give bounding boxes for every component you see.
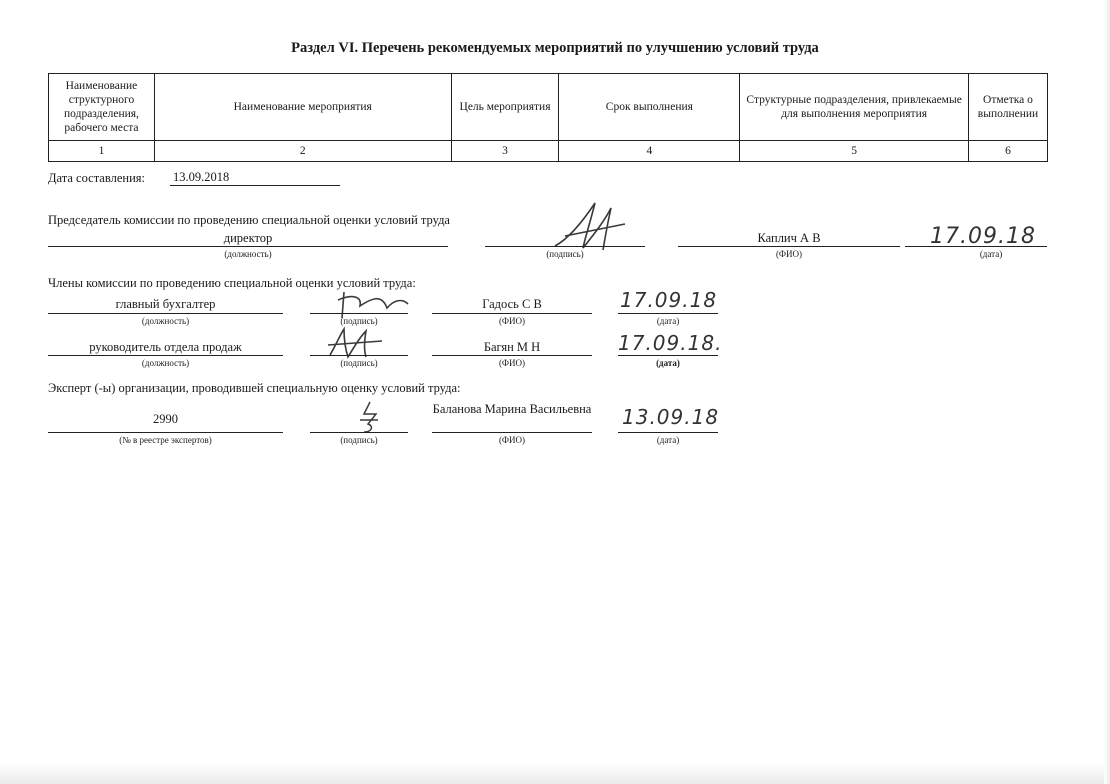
member-position-line bbox=[48, 355, 283, 356]
expert-date: 13.09.18 bbox=[622, 405, 720, 429]
expert-registry-caption: (№ в реестре экспертов) bbox=[119, 435, 212, 445]
header-cell: Отметка о выполнении bbox=[968, 74, 1047, 141]
member-date-line bbox=[618, 355, 718, 356]
member-name: Багян М Н bbox=[483, 340, 541, 354]
member-name: Гадось С В bbox=[482, 297, 542, 311]
number-cell: 3 bbox=[451, 141, 559, 162]
members-heading: Члены комиссии по проведению специальной оценки условий труда: bbox=[48, 276, 416, 290]
expert-registry-line bbox=[48, 432, 283, 433]
member-name-caption: (ФИО) bbox=[498, 358, 526, 368]
date-compiled-label: Дата составления: bbox=[48, 171, 145, 185]
chairman-signature-caption: (подпись) bbox=[546, 249, 584, 259]
member-date-line bbox=[618, 313, 718, 314]
expert-signature-caption: (подпись) bbox=[340, 435, 378, 445]
expert-signature-line bbox=[310, 432, 408, 433]
member-date: 17.09.18. bbox=[618, 331, 723, 355]
number-cell: 6 bbox=[968, 141, 1047, 162]
member-date: 17.09.18 bbox=[620, 288, 718, 312]
number-cell: 4 bbox=[559, 141, 740, 162]
date-compiled-value: 13.09.2018 bbox=[173, 170, 230, 184]
member-date-caption: (дата) bbox=[656, 358, 680, 368]
member-date-caption: (дата) bbox=[656, 316, 680, 326]
header-cell: Наименование мероприятия bbox=[154, 74, 451, 141]
header-cell: Наименование структурного подразделения, рабочего места bbox=[49, 74, 155, 141]
member-position-line bbox=[48, 313, 283, 314]
member-position: главный бухгалтер bbox=[115, 297, 216, 311]
chairman-name: Каплич А В bbox=[757, 231, 821, 245]
table-header-row bbox=[49, 74, 1048, 141]
number-cell: 1 bbox=[49, 141, 155, 162]
expert-name-line bbox=[432, 432, 592, 433]
member-name-line bbox=[432, 313, 592, 314]
header-cell: Структурные подразделения, привлекаемые для выполнения мероприятия bbox=[740, 74, 969, 141]
member-signature-line bbox=[310, 355, 408, 356]
header-cell: Срок выполнения bbox=[559, 74, 740, 141]
expert-signature bbox=[350, 400, 390, 436]
chairman-date-caption: (дата) bbox=[979, 249, 1003, 259]
measures-table bbox=[48, 73, 1048, 162]
member-name-line bbox=[432, 355, 592, 356]
chairman-position-line bbox=[48, 246, 448, 247]
expert-name: Баланова Марина Васильевна bbox=[432, 402, 592, 416]
chairman-date-line bbox=[905, 246, 1047, 247]
expert-date-line bbox=[618, 432, 718, 433]
expert-registry-number: 2990 bbox=[153, 412, 178, 426]
chairman-signature-line bbox=[485, 246, 645, 247]
scan-right-edge bbox=[1104, 0, 1110, 784]
chairman-heading: Председатель комиссии по проведению специальной оценки условий труда bbox=[48, 213, 450, 227]
expert-date-caption: (дата) bbox=[656, 435, 680, 445]
number-cell: 2 bbox=[154, 141, 451, 162]
member-position: руководитель отдела продаж bbox=[89, 340, 242, 354]
date-compiled-line bbox=[170, 185, 340, 186]
number-cell: 5 bbox=[740, 141, 969, 162]
member-signature-caption: (подпись) bbox=[340, 316, 378, 326]
scan-bottom-edge bbox=[0, 762, 1110, 784]
header-cell: Цель мероприятия bbox=[451, 74, 559, 141]
expert-name-caption: (ФИО) bbox=[498, 435, 526, 445]
page-title: Раздел VI. Перечень рекомендуемых мероприятий по улучшению условий труда bbox=[291, 40, 819, 56]
table-number-row bbox=[49, 141, 1048, 162]
chairman-position-caption: (должность) bbox=[224, 249, 272, 259]
chairman-name-line bbox=[678, 246, 900, 247]
member-signature-caption: (подпись) bbox=[340, 358, 378, 368]
member-signature-line bbox=[310, 313, 408, 314]
member-name-caption: (ФИО) bbox=[498, 316, 526, 326]
expert-heading: Эксперт (-ы) организации, проводившей специальную оценку условий труда: bbox=[48, 381, 461, 395]
chairman-name-caption: (ФИО) bbox=[775, 249, 803, 259]
chairman-position: директор bbox=[223, 231, 273, 245]
member-position-caption: (должность) bbox=[141, 316, 190, 326]
chairman-date: 17.09.18 bbox=[930, 224, 1036, 249]
member-position-caption: (должность) bbox=[141, 358, 190, 368]
